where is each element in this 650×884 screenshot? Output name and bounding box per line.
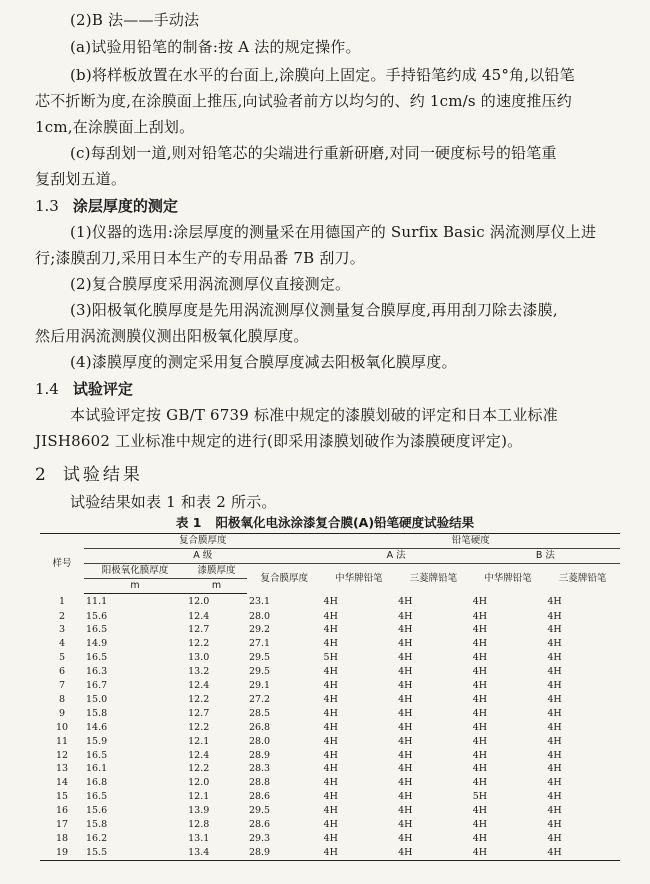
table-cell: 29.3	[248, 833, 271, 844]
table-cell: 29.5	[248, 805, 271, 817]
table-row	[40, 651, 620, 665]
table-caption	[0, 513, 650, 531]
table-cell: 4H	[472, 763, 488, 775]
paragraph-anodic-line2: 然后用涡流测膜仪测出阳极氧化膜厚度。	[35, 327, 309, 345]
table-cell: 4H	[547, 595, 562, 607]
table-cell: 4H	[472, 819, 488, 831]
table-cell: 4H	[323, 638, 338, 650]
paragraph-b-line1: (b)将样板放置在水平的台面上,涂膜向上固定。手持铅笔约成 45°角,以铅笔	[70, 66, 575, 84]
table-cell: 29.1	[248, 680, 271, 692]
header-hardness: 铅笔硬度	[322, 534, 620, 549]
table-cell: 28.0	[248, 735, 271, 747]
table-cell: 17	[55, 819, 69, 831]
paragraph-b-method: (2)B 法——手动法	[70, 11, 200, 29]
table-cell: 11	[55, 735, 69, 747]
table-cell: 12.8	[188, 819, 210, 831]
table-cell: 14	[55, 777, 69, 789]
table-cell: 12.2	[188, 721, 210, 733]
table-cell: 4H	[547, 791, 562, 803]
table-cell: 28.9	[247, 846, 322, 860]
table-cell: 13.0	[188, 652, 210, 664]
table-cell: 13.4	[186, 846, 247, 860]
table-cell: 4H	[398, 749, 413, 761]
table-cell: 4H	[547, 749, 562, 761]
table-cell: 11.1	[86, 595, 108, 607]
table-row	[40, 594, 620, 610]
table-cell: 28.8	[248, 777, 271, 789]
table-cell: 4H	[547, 624, 562, 636]
table-cell: 15.0	[86, 693, 108, 705]
table-cell: 4	[58, 638, 66, 650]
table-row	[40, 721, 620, 735]
header-unit: m	[84, 579, 186, 594]
table-cell: 28.3	[248, 763, 271, 775]
table-cell: 12.4	[188, 680, 210, 692]
table-cell: 13	[55, 763, 69, 775]
section-heading-1-3	[35, 195, 178, 217]
table-cell: 4H	[323, 791, 338, 803]
table-cell: 4H	[323, 610, 338, 622]
table-cell: 4H	[398, 624, 413, 636]
table-cell: 4H	[323, 735, 338, 747]
paragraph-results: 试验结果如表 1 和表 2 所示。	[70, 493, 277, 511]
table-cell: 15.8	[86, 819, 108, 831]
table-cell: 12.0	[188, 777, 210, 789]
table-cell: 26.8	[248, 721, 271, 733]
table-cell: 4H	[398, 763, 413, 775]
table-row	[40, 610, 620, 624]
section-title: 试验评定	[72, 380, 133, 398]
table-cell: 4H	[398, 610, 413, 622]
paragraph-instrument-line1: (1)仪器的选用:涂层厚度的测量采在用德国产的 Surfix Basic 涡流测厚仪上进	[70, 223, 597, 241]
table-cell: 12.0	[188, 595, 210, 607]
paragraph-c-line2: 复刮划五道。	[35, 170, 127, 188]
table-cell: 13.1	[188, 833, 210, 844]
table-cell: 19	[40, 846, 84, 860]
table-row	[40, 637, 620, 651]
header-mitsubishi-b: 三菱牌铅笔	[558, 572, 607, 584]
table-cell: 14.6	[86, 721, 108, 733]
table-cell: 4H	[322, 846, 397, 860]
table-row	[40, 818, 620, 832]
header-method-b: B 法	[471, 549, 620, 564]
table-cell: 4H	[396, 846, 471, 860]
table-cell: 4H	[472, 610, 488, 622]
table-cell: 12.1	[188, 791, 210, 803]
table-cell: 4H	[472, 638, 488, 650]
table-cell: 4H	[398, 652, 413, 664]
table-cell: 13.9	[188, 805, 210, 817]
paragraph-paint: (4)漆膜厚度的测定采用复合膜厚度减去阳极氧化膜厚度。	[70, 353, 457, 371]
table-cell: 4H	[547, 819, 562, 831]
table-cell: 28.6	[248, 791, 271, 803]
header-paint: 漆膜厚度	[186, 564, 247, 579]
header-composite: 复合膜厚度	[260, 572, 308, 584]
table-body	[40, 594, 620, 861]
table-cell: 4H	[547, 610, 562, 622]
table-row	[40, 693, 620, 707]
table-cell: 4H	[547, 735, 562, 747]
table-cell: 4H	[547, 707, 562, 719]
header-zhonghua-b: 中华牌铅笔	[484, 572, 532, 584]
table-cell: 4H	[398, 833, 413, 844]
table-cell: 16.2	[86, 833, 108, 844]
table-cell: 4H	[323, 833, 338, 844]
table-row	[40, 623, 620, 637]
table-cell: 4H	[547, 805, 562, 817]
table-cell: 4H	[547, 693, 562, 705]
table-cell: 28.5	[248, 707, 271, 719]
table-cell: 4H	[398, 693, 413, 705]
table-cell: 15.6	[86, 610, 108, 622]
table-cell: 12.2	[188, 693, 210, 705]
table-cell: 12.4	[188, 610, 210, 622]
paragraph-c-line1: (c)每刮划一道,则对铅笔芯的尖端进行重新研磨,对同一硬度标号的铅笔重	[70, 144, 557, 162]
table-row	[40, 679, 620, 693]
table-cell: 4H	[472, 666, 488, 678]
table-cell: 4H	[323, 707, 338, 719]
table-cell: 16.5	[86, 749, 108, 761]
table-cell: 16.8	[86, 777, 108, 789]
table-cell: 16.5	[86, 652, 108, 664]
table-cell: 4H	[323, 763, 338, 775]
table-cell: 15.9	[86, 735, 108, 747]
table-cell: 5H	[323, 652, 338, 664]
table-cell: 6	[58, 666, 66, 678]
table-cell: 12.2	[188, 638, 210, 650]
table-cell: 27.1	[248, 638, 271, 650]
paragraph-b-line2: 芯不折断为度,在涂膜面上推压,向试验者前方以均匀的、约 1cm/s 的速度推压约	[35, 92, 572, 110]
table-cell: 4H	[398, 680, 413, 692]
paragraph-eval-line1: 本试验评定按 GB/T 6739 标准中规定的漆膜划破的评定和日本工业标准	[70, 406, 558, 424]
table-cell: 4H	[398, 805, 413, 817]
table-cell: 4H	[471, 846, 546, 860]
header-thickness: 复合膜厚度	[84, 534, 322, 549]
table-row	[40, 749, 620, 763]
table-cell: 4H	[323, 666, 338, 678]
table-cell: 15.8	[86, 707, 108, 719]
table-cell: 4H	[472, 707, 488, 719]
table-label: 表 1	[175, 515, 202, 530]
table-cell: 28.0	[248, 610, 271, 622]
table-cell: 4H	[545, 846, 620, 860]
header-grade: A 级	[84, 549, 322, 564]
table-cell: 4H	[323, 624, 338, 636]
section-heading-1-4	[35, 378, 133, 400]
table-cell: 7	[58, 680, 66, 692]
table-cell: 3	[58, 624, 66, 636]
table-row	[40, 707, 620, 721]
table-cell: 4H	[323, 721, 338, 733]
table-cell: 4H	[323, 819, 338, 831]
table-row	[40, 790, 620, 804]
table-row	[40, 804, 620, 818]
table-cell: 16.1	[86, 763, 108, 775]
table-cell: 4H	[323, 693, 338, 705]
table-cell: 12.1	[188, 735, 210, 747]
table-row	[40, 832, 620, 846]
table-cell: 4H	[547, 721, 562, 733]
table-cell: 28.6	[248, 819, 271, 831]
table-cell: 4H	[398, 666, 413, 678]
table-row	[40, 762, 620, 776]
table-cell: 4H	[323, 777, 338, 789]
table-cell: 4H	[547, 666, 562, 678]
paragraph-anodic-line1: (3)阳极氧化膜厚度是先用涡流测厚仪测量复合膜厚度,再用刮刀除去漆膜,	[70, 301, 558, 319]
table-cell: 4H	[472, 721, 488, 733]
table-cell: 4H	[398, 735, 413, 747]
table-cell: 4H	[398, 707, 413, 719]
table-cell: 4H	[472, 735, 488, 747]
table-cell: 29.5	[248, 652, 271, 664]
table-cell: 4H	[472, 595, 488, 607]
header-unit: m	[186, 579, 247, 594]
table-cell: 4H	[547, 680, 562, 692]
table-cell: 16	[55, 805, 69, 817]
table-cell: 4H	[547, 652, 562, 664]
table-cell: 4H	[398, 595, 413, 607]
section-title: 试验结果	[62, 465, 143, 485]
header-zhonghua-a: 中华牌铅笔	[335, 572, 383, 584]
table-cell: 4H	[472, 749, 488, 761]
table-cell: 10	[55, 721, 69, 733]
table-cell: 4H	[472, 652, 488, 664]
table-cell: 4H	[547, 638, 562, 650]
table-cell: 4H	[398, 791, 413, 803]
header-anodic: 阳极氧化膜厚度	[84, 564, 186, 579]
table-cell: 29.5	[248, 666, 271, 678]
table-cell: 27.2	[248, 693, 271, 705]
table-cell: 4H	[472, 833, 488, 844]
section-number: 1.4	[35, 380, 59, 398]
table-cell: 16.7	[86, 680, 108, 692]
header-mitsubishi-a: 三菱牌铅笔	[409, 572, 458, 584]
table-cell: 5	[58, 652, 66, 664]
paragraph-a-pencil: (a)试验用铅笔的制备:按 A 法的规定操作。	[70, 38, 361, 56]
table-cell: 1	[58, 595, 66, 607]
table-cell: 9	[58, 707, 66, 719]
table-cell: 4H	[398, 721, 413, 733]
table-row	[40, 665, 620, 679]
table-cell: 4H	[323, 680, 338, 692]
table-row	[40, 776, 620, 790]
table-cell: 12	[55, 749, 69, 761]
table-cell: 16.5	[86, 624, 108, 636]
table-cell: 4H	[398, 819, 413, 831]
table-cell: 8	[58, 693, 66, 705]
table-cell: 4H	[547, 833, 562, 844]
table-cell: 4H	[398, 638, 413, 650]
table-cell: 12.7	[188, 707, 210, 719]
table-cell: 15.6	[86, 805, 108, 817]
paragraph-b-line3: 1cm,在涂膜面上刮划。	[35, 118, 195, 136]
table-cell: 4H	[472, 805, 488, 817]
table-cell: 4H	[547, 777, 562, 789]
section-number: 2	[35, 465, 49, 485]
table-cell: 5H	[472, 791, 488, 803]
table-cell: 13.2	[188, 666, 210, 678]
table-cell: 4H	[472, 693, 488, 705]
header-sample: 样号	[40, 534, 84, 594]
table-cell: 2	[58, 610, 66, 622]
table-cell: 4H	[472, 680, 488, 692]
table-cell: 12.2	[188, 763, 210, 775]
section-heading-2	[35, 463, 143, 487]
table-cell: 18	[55, 833, 69, 844]
table-title: 阳极氧化电泳涂漆复合膜(A)铅笔硬度试验结果	[215, 515, 475, 530]
table-row	[40, 846, 620, 860]
table-cell: 15	[55, 791, 69, 803]
table-cell: 4H	[398, 777, 413, 789]
paragraph-eval-line2: JISH8602 工业标准中规定的进行(即采用漆膜划破作为漆膜硬度评定)。	[35, 432, 523, 450]
table-cell: 28.9	[248, 749, 271, 761]
table-cell: 14.9	[86, 638, 108, 650]
table-cell: 16.5	[86, 791, 108, 803]
paragraph-composite: (2)复合膜厚度采用涡流测厚仪直接测定。	[70, 275, 351, 293]
table-cell: 12.4	[188, 749, 210, 761]
table-cell: 4H	[323, 749, 338, 761]
table-cell: 12.7	[188, 624, 210, 636]
table-cell: 4H	[472, 624, 488, 636]
table-cell: 4H	[323, 595, 338, 607]
table-row	[40, 735, 620, 749]
table-cell: 29.2	[248, 624, 271, 636]
results-table	[40, 533, 620, 861]
table-cell: 16.3	[86, 666, 108, 678]
table-cell: 4H	[323, 805, 338, 817]
table-cell: 4H	[472, 777, 488, 789]
header-method-a: A 法	[322, 549, 471, 564]
table-cell: 15.5	[84, 846, 186, 860]
section-number: 1.3	[35, 197, 59, 215]
table-cell: 4H	[547, 763, 562, 775]
table-cell: 23.1	[248, 595, 271, 607]
section-title: 涂层厚度的测定	[72, 197, 178, 215]
paragraph-instrument-line2: 行;漆膜刮刀,采用日本生产的专用品番 7B 刮刀。	[35, 249, 365, 267]
